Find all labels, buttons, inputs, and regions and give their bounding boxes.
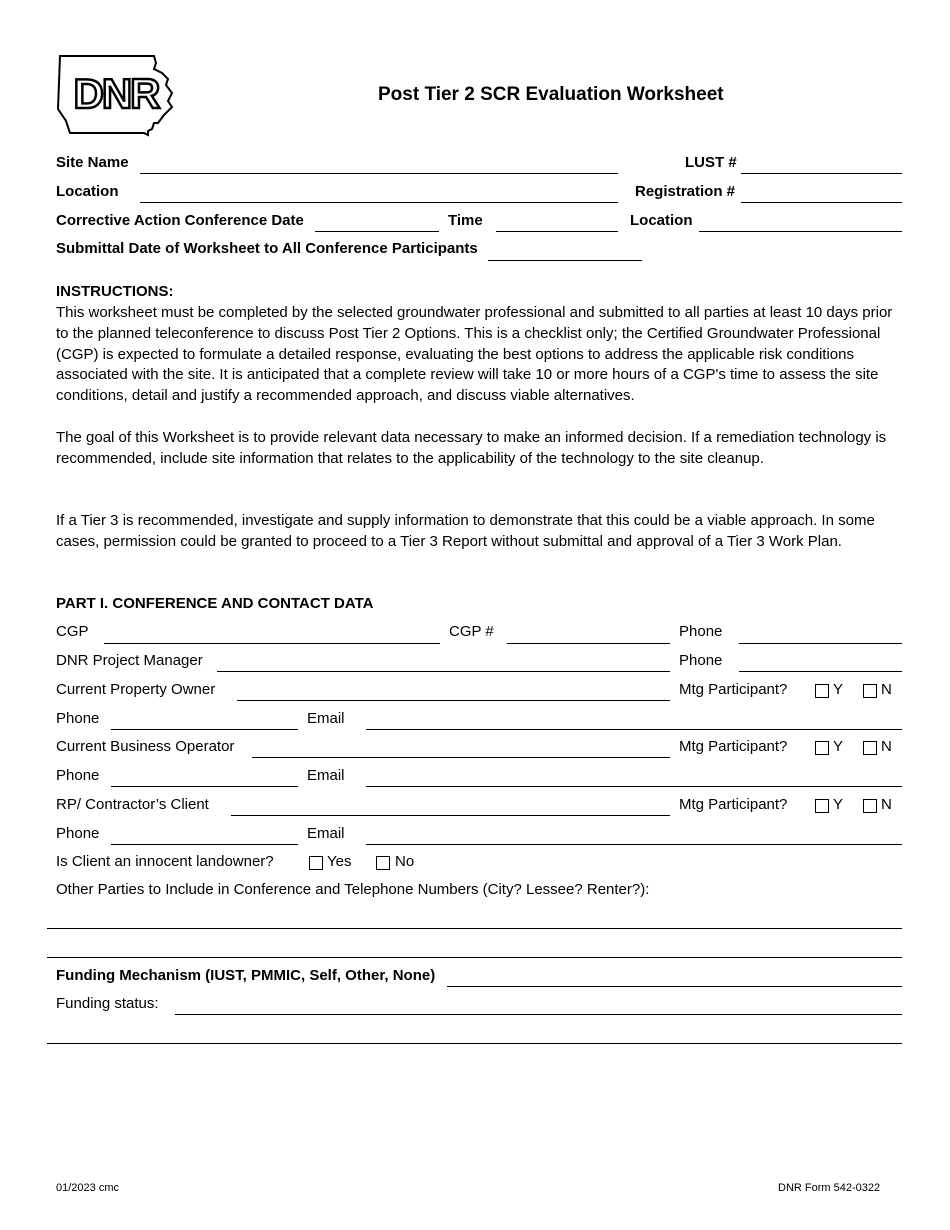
- lust-field[interactable]: [741, 173, 902, 174]
- operator-mtg-yes-checkbox[interactable]: [815, 741, 829, 755]
- rp-mtg-participant-label: Mtg Participant?: [679, 796, 788, 813]
- owner-mtg-no-checkbox[interactable]: [863, 684, 877, 698]
- cgp-phone-field[interactable]: [739, 643, 902, 644]
- rp-email-label: Email: [307, 825, 345, 842]
- conference-location-label: Location: [630, 212, 693, 229]
- rp-mtg-no-label: N: [881, 796, 892, 813]
- operator-mtg-no-label: N: [881, 738, 892, 755]
- site-name-label: Site Name: [56, 154, 129, 171]
- innocent-landowner-label: Is Client an innocent landowner?: [56, 853, 274, 870]
- cgp-phone-label: Phone: [679, 623, 723, 640]
- dnr-pm-phone-field[interactable]: [739, 671, 902, 672]
- operator-email-field[interactable]: [366, 786, 902, 787]
- other-parties-field-line-1[interactable]: [47, 928, 902, 929]
- funding-mechanism-field[interactable]: [447, 986, 902, 987]
- innocent-yes-checkbox[interactable]: [309, 856, 323, 870]
- location-field[interactable]: [140, 202, 618, 203]
- conference-location-field[interactable]: [699, 231, 902, 232]
- instructions-paragraph-2: The goal of this Worksheet is to provide relevant data necessary to make an informed decision. If a remediation technology is recommended, include site information that relates to the applicability of the technology to the site cleanup.: [56, 429, 887, 467]
- footer-date: 01/2023 cmc: [56, 1182, 119, 1194]
- submittal-date-field[interactable]: [488, 260, 642, 261]
- funding-status-field[interactable]: [175, 1014, 902, 1015]
- funding-status-field-line-2[interactable]: [47, 1043, 902, 1044]
- business-operator-field[interactable]: [252, 757, 670, 758]
- operator-mtg-participant-label: Mtg Participant?: [679, 738, 788, 755]
- owner-phone-field[interactable]: [111, 729, 298, 730]
- rp-mtg-no-checkbox[interactable]: [863, 799, 877, 813]
- footer-form-number: DNR Form 542-0322: [778, 1182, 881, 1194]
- site-name-field[interactable]: [140, 173, 618, 174]
- submittal-date-label: Submittal Date of Worksheet to All Conference Participants: [56, 240, 478, 257]
- page-title: Post Tier 2 SCR Evaluation Worksheet: [378, 84, 724, 105]
- cgp-label: CGP: [56, 623, 89, 640]
- cgp-number-field[interactable]: [507, 643, 670, 644]
- operator-email-label: Email: [307, 767, 345, 784]
- funding-status-label: Funding status:: [56, 995, 159, 1012]
- registration-field[interactable]: [741, 202, 902, 203]
- operator-phone-field[interactable]: [111, 786, 298, 787]
- rp-phone-label: Phone: [56, 825, 100, 842]
- instructions-paragraph-1: This worksheet must be completed by the selected groundwater professional and submitted to all parties at least 10 days prior to the planned teleconference to discuss Post Tier 2 Options. This is a checklist only; the Certified Groundwater Professional (CGP) is expected to formulate a detailed response, evaluating the best options to address the applicable risk conditions associated with the site. It is anticipated that a complete review will take 10 or more hours of a CGP's time to assess the site conditions, detail and justify a recommended approach, and discuss viable alternatives.: [56, 304, 893, 405]
- cgp-number-label: CGP #: [449, 623, 494, 640]
- instructions-paragraph-3: If a Tier 3 is recommended, investigate and supply information to demonstrate that this could be a viable approach. In some cases, permission could be granted to proceed to a Tier 3 Report without submittal and approval of a Tier 3 Work Plan.: [56, 512, 875, 550]
- property-owner-label: Current Property Owner: [56, 681, 216, 698]
- owner-mtg-no-label: N: [881, 681, 892, 698]
- dnr-project-manager-label: DNR Project Manager: [56, 652, 203, 669]
- operator-mtg-yes-label: Y: [833, 738, 844, 755]
- dnr-project-manager-field[interactable]: [217, 671, 670, 672]
- time-label: Time: [448, 212, 483, 229]
- innocent-no-label: No: [395, 853, 415, 870]
- location-label: Location: [56, 183, 119, 200]
- innocent-yes-label: Yes: [327, 853, 352, 870]
- lust-label: LUST #: [685, 154, 737, 171]
- time-field[interactable]: [496, 231, 618, 232]
- dnr-logo: [54, 53, 178, 137]
- other-parties-label: Other Parties to Include in Conference and Telephone Numbers (City? Lessee? Renter?):: [56, 881, 650, 898]
- business-operator-label: Current Business Operator: [56, 738, 235, 755]
- owner-mtg-participant-label: Mtg Participant?: [679, 681, 788, 698]
- innocent-no-checkbox[interactable]: [376, 856, 390, 870]
- property-owner-field[interactable]: [237, 700, 670, 701]
- operator-phone-label: Phone: [56, 767, 100, 784]
- funding-mechanism-label: Funding Mechanism (IUST, PMMIC, Self, Other, None): [56, 967, 436, 984]
- owner-mtg-yes-checkbox[interactable]: [815, 684, 829, 698]
- rp-phone-field[interactable]: [111, 844, 298, 845]
- operator-mtg-no-checkbox[interactable]: [863, 741, 877, 755]
- cgp-field[interactable]: [104, 643, 440, 644]
- other-parties-field-line-2[interactable]: [47, 957, 902, 958]
- dnr-pm-phone-label: Phone: [679, 652, 723, 669]
- conference-date-field[interactable]: [315, 231, 439, 232]
- rp-client-label: RP/ Contractor’s Client: [56, 796, 209, 813]
- svg-text:DNR: DNR: [73, 70, 159, 117]
- owner-mtg-yes-label: Y: [833, 681, 844, 698]
- rp-mtg-yes-checkbox[interactable]: [815, 799, 829, 813]
- owner-email-label: Email: [307, 710, 345, 727]
- rp-email-field[interactable]: [366, 844, 902, 845]
- owner-phone-label: Phone: [56, 710, 100, 727]
- owner-email-field[interactable]: [366, 729, 902, 730]
- rp-client-field[interactable]: [231, 815, 670, 816]
- part1-heading: PART I. CONFERENCE AND CONTACT DATA: [56, 595, 374, 612]
- registration-label: Registration #: [635, 183, 736, 200]
- conference-date-label: Corrective Action Conference Date: [56, 212, 304, 229]
- rp-mtg-yes-label: Y: [833, 796, 844, 813]
- instructions-heading: INSTRUCTIONS:: [56, 283, 174, 300]
